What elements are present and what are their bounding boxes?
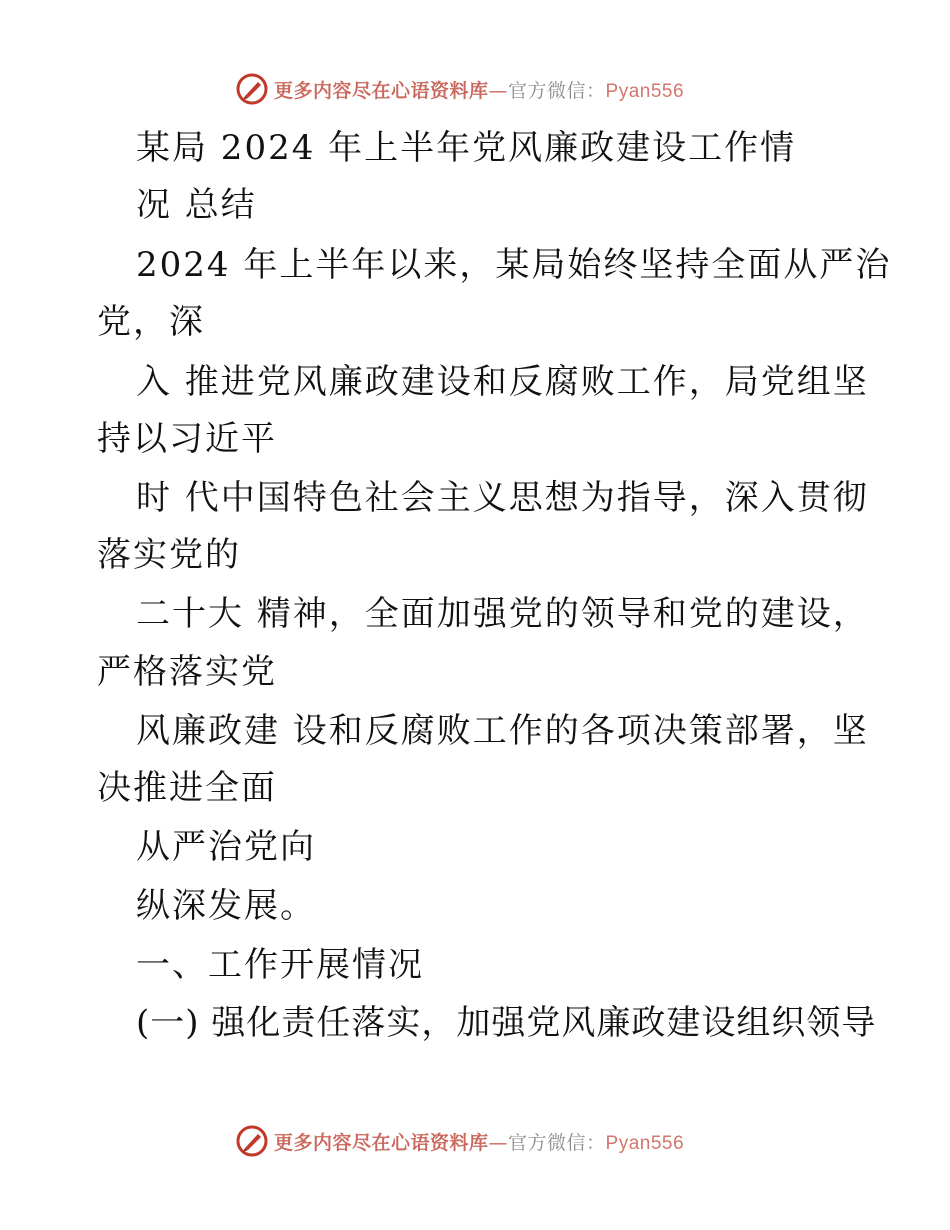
text-line: 二十大 精神，全面加强党的领导和党的建设，: [136, 594, 869, 634]
text-line: 党，深: [97, 302, 205, 342]
title-line-1: 某局 2024 年上半年党风廉政建设工作情: [136, 128, 797, 168]
watermark-text: [274, 76, 684, 103]
separator-dash: —: [488, 79, 509, 102]
text-line: 风廉政建 设和反腐败工作的各项决策部署，坚: [136, 711, 869, 751]
pen-logo-icon: [236, 73, 268, 105]
text-line: 时 代中国特色社会主义思想为指导，深入贯彻: [136, 478, 869, 518]
subsection-heading: (一) 强化责任落实，加强党风廉政建设组织领导: [136, 1003, 877, 1043]
title-line-2: 况 总结: [136, 185, 257, 225]
text-line: 决推进全面: [97, 768, 277, 808]
wechat-id: Pyan556: [605, 1132, 685, 1154]
header-watermark-banner: [236, 72, 836, 106]
text-line: 从严治党向: [136, 827, 316, 867]
site-name: 更多内容尽在心语资料库: [274, 1131, 489, 1154]
text-line: 2024 年上半年以来，某局始终坚持全面从严治: [136, 245, 892, 285]
text-line: 严格落实党: [97, 652, 277, 692]
text-line: 持以习近平: [97, 419, 277, 459]
wechat-label: 官方微信：: [508, 1131, 606, 1154]
separator-dash: —: [488, 1131, 509, 1154]
text-line: 纵深发展。: [136, 886, 316, 926]
pen-logo-icon: [236, 1125, 268, 1157]
footer-watermark-banner: [236, 1124, 836, 1158]
section-heading: 一、工作开展情况: [136, 945, 424, 985]
text-line: 入 推进党风廉政建设和反腐败工作，局党组坚: [136, 362, 869, 402]
watermark-text: [274, 1128, 684, 1155]
text-line: 落实党的: [97, 535, 241, 575]
site-name: 更多内容尽在心语资料库: [274, 79, 489, 102]
wechat-label: 官方微信：: [508, 79, 606, 102]
wechat-id: Pyan556: [605, 80, 685, 102]
